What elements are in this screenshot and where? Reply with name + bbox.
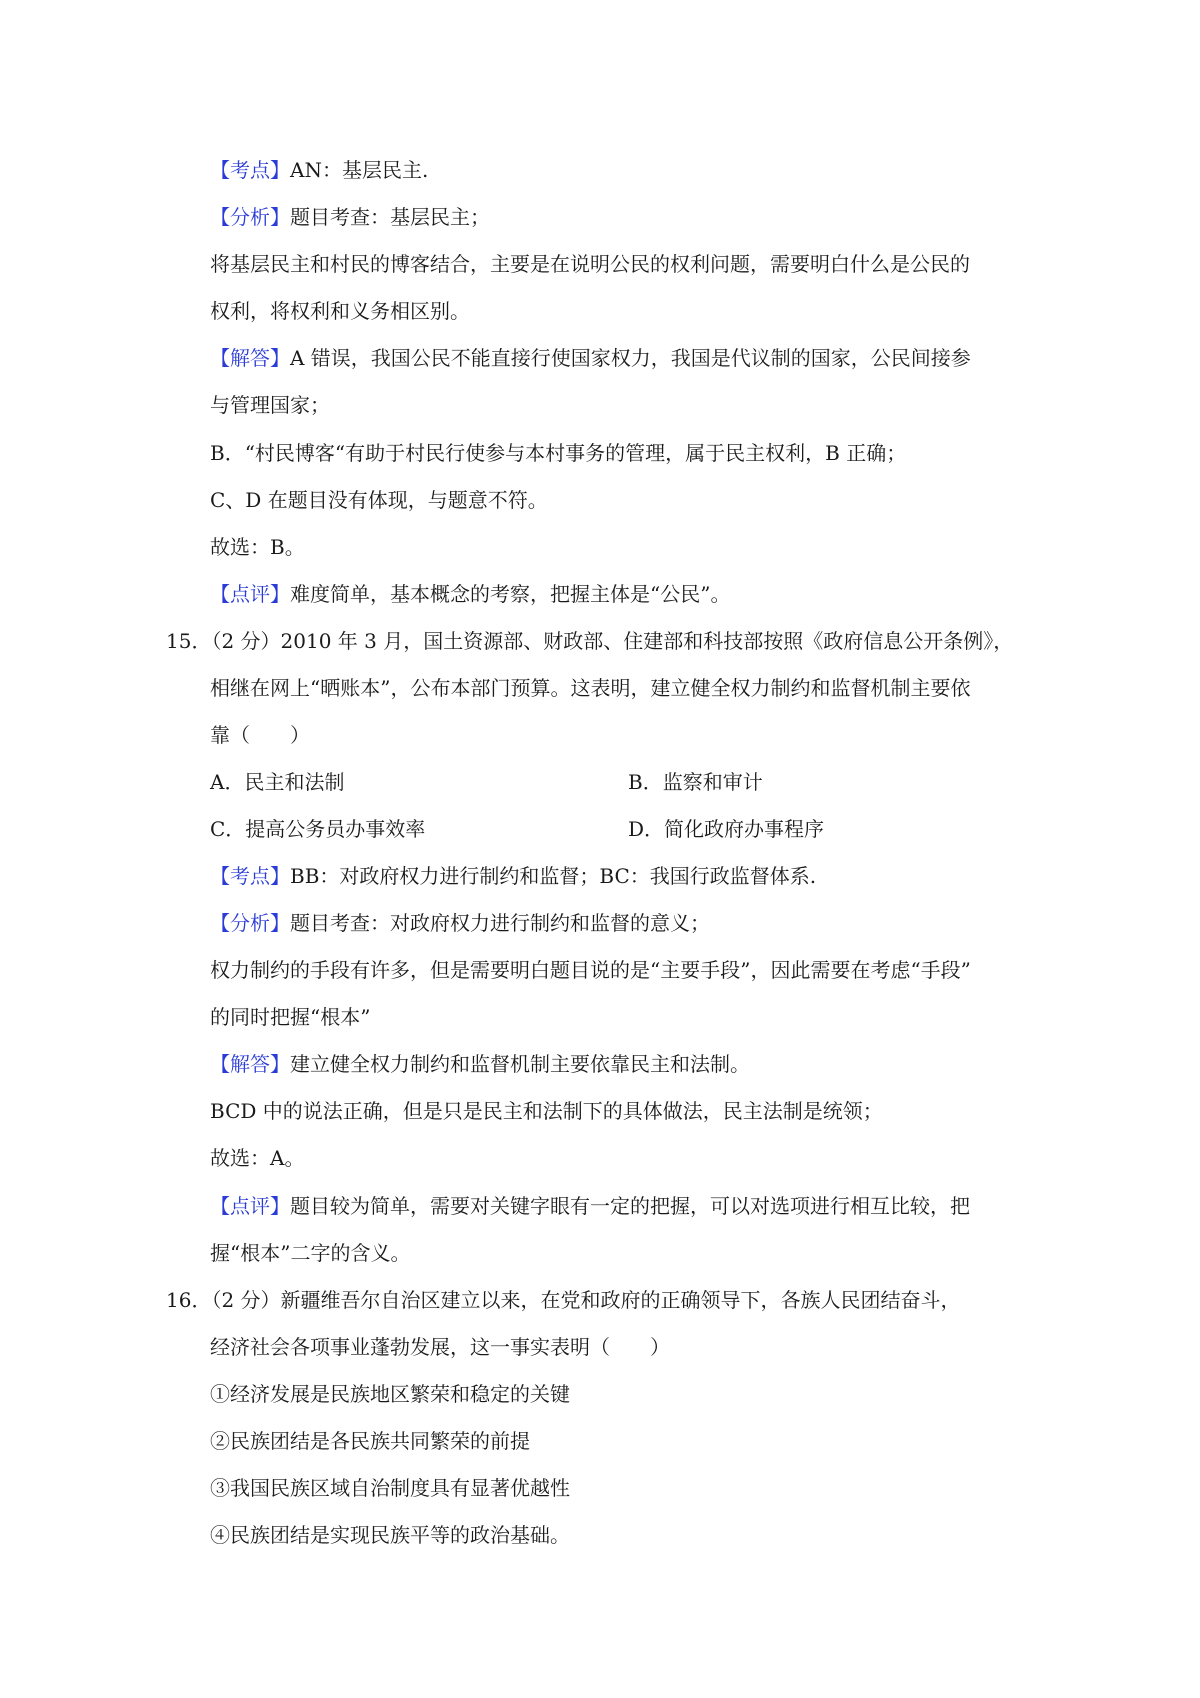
fenxi-tag: 【分析】 (210, 911, 290, 935)
q15-stem-line-3: 靠（ ） (210, 723, 310, 747)
q15-jieda-line-2: BCD 中的说法正确，但是只是民主和法制下的具体做法，民主法制是统领； (210, 1099, 883, 1123)
fenxi-tag: 【分析】 (210, 205, 290, 229)
jieda-text: A 错误，我国公民不能直接行使国家权力，我国是代议制的国家，公民间接参 (290, 346, 971, 370)
q14-jieda-line (210, 346, 971, 370)
kaodian-tag: 【考点】 (210, 864, 290, 888)
q15-stem-line-2: 相继在网上“晒账本”，公布本部门预算。这表明，建立健全权力制约和监督机制主要依 (210, 676, 971, 700)
q16-stem-line-2: 经济社会各项事业蓬勃发展，这一事实表明（ ） (210, 1335, 670, 1359)
q14-jieda-line-4: C、D 在题目没有体现，与题意不符。 (210, 488, 548, 512)
q16-item-2: ②民族团结是各民族共同繁荣的前提 (210, 1429, 530, 1453)
q14-jieda-line-5: 故选：B。 (210, 535, 305, 559)
dianping-tag: 【点评】 (210, 1194, 290, 1218)
q15-kaodian-line (210, 864, 816, 888)
q15-dianping-line-2: 握“根本”二字的含义。 (210, 1241, 411, 1265)
q15-option-a: A．民主和法制 (210, 770, 345, 794)
q14-jieda-line-3: B．“村民博客“有助于村民行使参与本村事务的管理，属于民主权利，B 正确； (210, 441, 907, 465)
q14-fenxi-line (210, 205, 490, 229)
q15-dianping-line (210, 1194, 970, 1218)
q15-fenxi-line-2: 权力制约的手段有许多，但是需要明白题目说的是“主要手段”，因此需要在考虑“手段” (210, 958, 971, 982)
q15-option-d: D．简化政府办事程序 (628, 817, 825, 841)
question-stem: （2 分）2010 年 3 月，国土资源部、财政部、住建部和科技部按照《政府信息公开条例》， (211, 629, 1014, 653)
q15-fenxi-line-3: 的同时把握“根本” (210, 1005, 371, 1029)
jieda-tag: 【解答】 (210, 346, 290, 370)
q15-jieda-line (210, 1052, 750, 1076)
q14-fenxi-line-3: 权利，将权利和义务相区别。 (210, 299, 470, 323)
q15-fenxi-line (210, 911, 710, 935)
q14-fenxi-line-2: 将基层民主和村民的博客结合，主要是在说明公民的权利问题，需要明白什么是公民的 (210, 252, 970, 276)
kaodian-text: AN：基层民主. (290, 158, 429, 182)
q14-dianping-line (210, 582, 730, 606)
q16-item-3: ③我国民族区域自治制度具有显著优越性 (210, 1476, 570, 1500)
jieda-tag: 【解答】 (210, 1052, 290, 1076)
kaodian-tag: 【考点】 (210, 158, 290, 182)
q15-option-b: B．监察和审计 (628, 770, 763, 794)
question-number: 15． (166, 629, 212, 653)
question-stem: （2 分）新疆维吾尔自治区建立以来，在党和政府的正确领导下，各族人民团结奋斗， (211, 1288, 961, 1312)
q14-kaodian-line (210, 158, 428, 182)
q16-item-4: ④民族团结是实现民族平等的政治基础。 (210, 1523, 570, 1547)
q15-option-c: C．提高公务员办事效率 (210, 817, 426, 841)
q16-stem-line (166, 1288, 961, 1312)
q14-jieda-line-2: 与管理国家； (210, 393, 330, 417)
q15-stem-line (166, 629, 1013, 653)
dianping-text: 难度简单，基本概念的考察，把握主体是“公民”。 (290, 582, 731, 606)
fenxi-text: 题目考查：对政府权力进行制约和监督的意义； (290, 911, 710, 935)
fenxi-text: 题目考查：基层民主； (290, 205, 490, 229)
dianping-tag: 【点评】 (210, 582, 290, 606)
kaodian-text: BB：对政府权力进行制约和监督；BC：我国行政监督体系. (290, 864, 817, 888)
q15-jieda-line-3: 故选：A。 (210, 1146, 305, 1170)
question-number: 16． (166, 1288, 212, 1312)
q16-item-1: ①经济发展是民族地区繁荣和稳定的关键 (210, 1382, 570, 1406)
dianping-text: 题目较为简单，需要对关键字眼有一定的把握，可以对选项进行相互比较，把 (290, 1194, 970, 1218)
jieda-text: 建立健全权力制约和监督机制主要依靠民主和法制。 (290, 1052, 750, 1076)
